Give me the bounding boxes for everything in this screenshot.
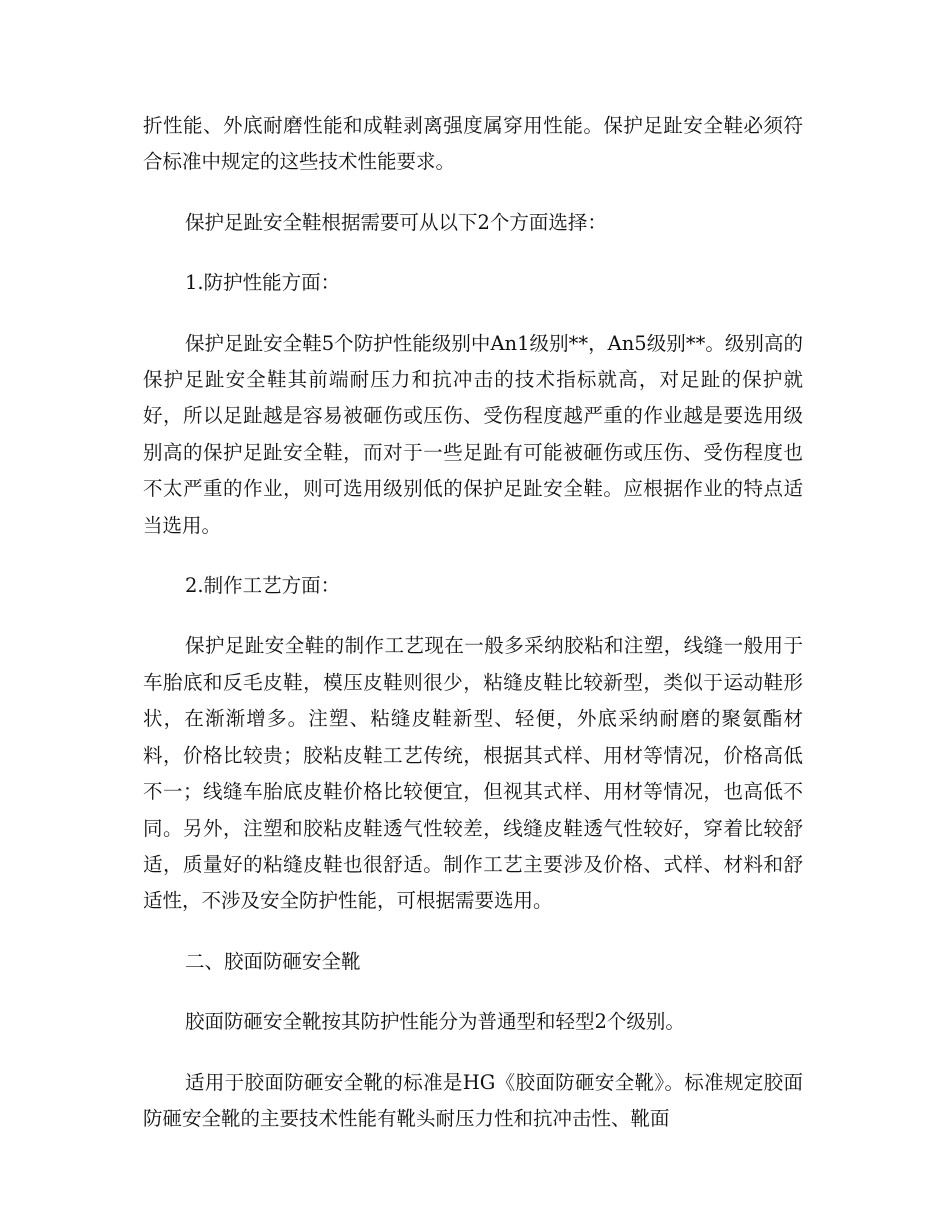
paragraph-continued: 折性能、外底耐磨性能和成鞋剥离强度属穿用性能。保护足趾安全鞋必须符合标准中规定的这些技术性能要求。 — [143, 114, 803, 174]
paragraph-manufacturing-process: 保护足趾安全鞋的制作工艺现在一般多采纳胶粘和注塑，线缝一般用于车胎底和反毛皮鞋，模压皮鞋则很少，粘缝皮鞋比较新型，类似于运动鞋形状，在渐渐增多。注塑、粘缝皮鞋新型、轻便，外底采纳耐磨的聚氨酯材料，价格比较贵；胶粘皮鞋工艺传统，根据其式样、用材等情况，价格高低不一；线缝车胎底皮鞋价格比较便宜，但视其式样、用材等情况，也高低不同。另外，注塑和胶粘皮鞋透气性较差，线缝皮鞋透气性较好，穿着比较舒适，质量好的粘缝皮鞋也很舒适。制作工艺主要涉及价格、式样、材料和舒适性，不涉及安全防护性能，可根据需要选用。 — [143, 634, 803, 913]
paragraph-protection-levels: 保护足趾安全鞋5个防护性能级别中An1级别**，An5级别**。级别高的保护足趾安全鞋其前端耐压力和抗冲击的技术指标就高，对足趾的保护就好，所以足趾越是容易被砸伤或压伤、受伤程度越严重的作业越是要选用级别高的保护足趾安全鞋，而对于一些足趾有可能被砸伤或压伤、受伤程度也不太严重的作业，则可选用级别低的保护足趾安全鞋。应根据作业的特点适当选用。 — [143, 331, 803, 537]
document-page — [143, 108, 803, 1161]
heading-protection-performance: 1.防护性能方面： — [185, 271, 341, 295]
paragraph-selection-intro: 保护足趾安全鞋根据需要可从以下2个方面选择： — [185, 210, 607, 234]
section-heading-rubber-boots: 二、胶面防砸安全靴 — [185, 949, 361, 973]
heading-manufacturing-process: 2.制作工艺方面： — [185, 574, 341, 598]
paragraph-boot-standard: 适用于胶面防砸安全靴的标准是HG《胶面防砸安全靴》。标准规定胶面防砸安全靴的主要技术性能有靴头耐压力性和抗冲击性、靴面 — [143, 1070, 803, 1130]
paragraph-boot-levels: 胶面防砸安全靴按其防护性能分为普通型和轻型2个级别。 — [185, 1010, 685, 1034]
